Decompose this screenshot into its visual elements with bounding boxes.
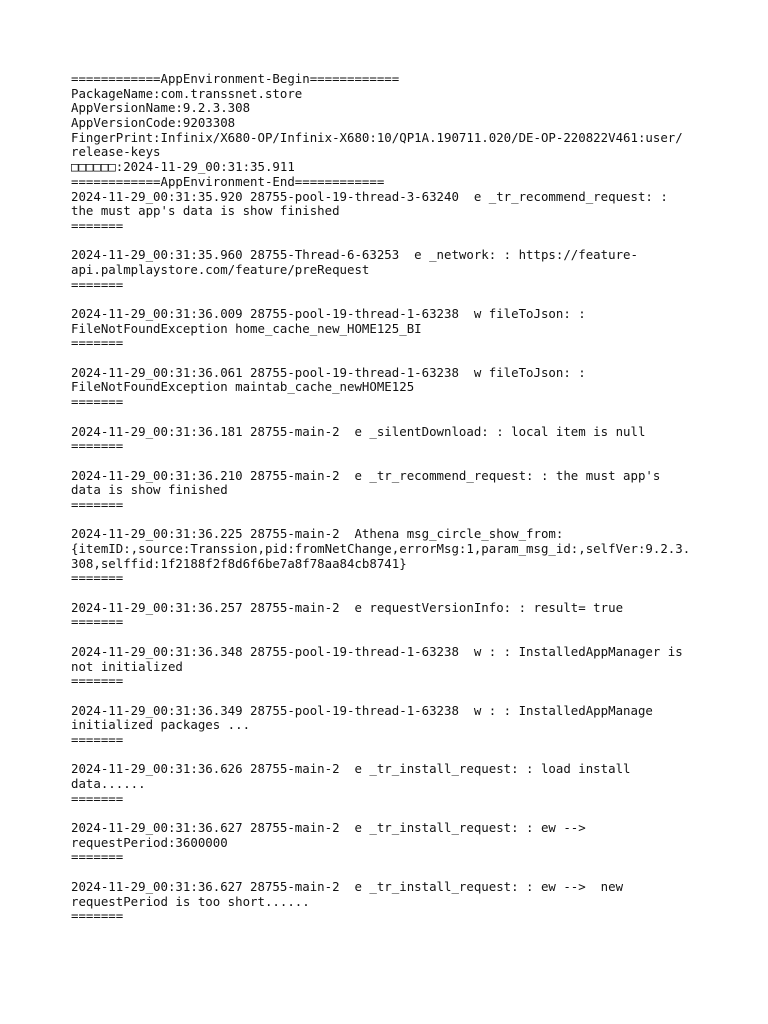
log-line: {itemID:,source:Transsion,pid:fromNetChange,errorMsg:1,param_msg_id:,selfVer:9.2.3.: [71, 541, 691, 556]
blank-line: [71, 630, 711, 645]
log-line: 308,selffid:1f2188f2f8d6f6be7a8f78aa84cb8741}: [71, 555, 407, 571]
log-line: data......: [71, 776, 146, 791]
entry-separator: =======: [71, 335, 124, 351]
log-line: 2024-11-29_00:31:35.960 28755-Thread-6-63253 e _network: : https://feature-: [71, 247, 638, 263]
log-line: 2024-11-29_00:31:36.348 28755-pool-19-thread-1-63238 w : : InstalledAppManager is: [71, 643, 683, 659]
log-line: requestPeriod is too short......: [71, 893, 310, 909]
header-line: FingerPrint:Infinix/X680-OP/Infinix-X680:10/QP1A.190711.020/DE-OP-220822V461:user/: [71, 129, 683, 145]
entry-separator: =======: [71, 849, 124, 865]
log-line: 2024-11-29_00:31:36.257 28755-main-2 e requestVersionInfo: : result= true: [71, 599, 624, 615]
entry-separator: =======: [71, 673, 124, 689]
log-line: requestPeriod:3600000: [71, 834, 228, 850]
log-line: 2024-11-29_00:31:36.225 28755-main-2 Athena msg_circle_show_from:: [71, 526, 564, 542]
log-line: api.palmplaystore.com/feature/preRequest: [71, 261, 370, 277]
blank-line: [71, 865, 711, 880]
log-entry: [71, 601, 711, 630]
log-line: 2024-11-29_00:31:36.181 28755-main-2 e _silentDownload: : local item is null: [71, 423, 646, 439]
log-entry: [71, 704, 711, 748]
log-line: not initialized: [71, 658, 183, 674]
log-entries: [71, 190, 711, 924]
log-line: the must app's data is show finished: [71, 203, 340, 219]
header-line: ============AppEnvironment-End============: [71, 173, 385, 189]
entry-separator: =======: [71, 217, 124, 233]
log-document: [71, 72, 711, 924]
entry-separator: =======: [71, 570, 124, 586]
log-entry: [71, 307, 711, 351]
entry-separator: =======: [71, 731, 124, 747]
header-line: AppVersionCode:9203308: [71, 115, 236, 131]
log-entry: [71, 425, 711, 454]
log-line: 2024-11-29_00:31:36.009 28755-pool-19-thread-1-63238 w fileToJson: :: [71, 306, 586, 321]
log-line: FileNotFoundException maintab_cache_newHOME125: [71, 379, 415, 395]
blank-line: [71, 513, 711, 528]
log-line: data is show finished: [71, 482, 228, 498]
entry-separator: =======: [71, 496, 124, 512]
log-line: 2024-11-29_00:31:35.920 28755-pool-19-thread-3-63240 e _tr_recommend_request: :: [71, 188, 668, 204]
log-entry: [71, 762, 711, 806]
entry-separator: =======: [71, 790, 124, 806]
header-line: □□□□□□:2024-11-29_00:31:35.911: [71, 159, 295, 175]
blank-line: [71, 806, 711, 821]
blank-line: [71, 351, 711, 366]
log-line: 2024-11-29_00:31:36.349 28755-pool-19-thread-1-63238 w : : InstalledAppManage: [71, 702, 653, 718]
log-line: 2024-11-29_00:31:36.627 28755-main-2 e _tr_install_request: : ew -->: [71, 820, 586, 836]
header-line: ============AppEnvironment-Begin============: [71, 71, 400, 86]
header-line: AppVersionName:9.2.3.308: [71, 100, 251, 116]
blank-line: [71, 292, 711, 307]
blank-line: [71, 748, 711, 763]
log-entry: [71, 469, 711, 513]
log-entry: [71, 527, 711, 586]
entry-separator: =======: [71, 438, 124, 454]
log-line: 2024-11-29_00:31:36.210 28755-main-2 e _tr_recommend_request: : the must app's: [71, 467, 661, 483]
log-entry: [71, 366, 711, 410]
header-line: release-keys: [71, 144, 161, 160]
entry-separator: =======: [71, 614, 124, 630]
app-environment-header: [71, 72, 711, 190]
log-line: FileNotFoundException home_cache_new_HOME125_BI: [71, 320, 422, 336]
blank-line: [71, 454, 711, 469]
log-entry: [71, 821, 711, 865]
header-line: PackageName:com.transsnet.store: [71, 85, 303, 101]
blank-line: [71, 689, 711, 704]
log-line: 2024-11-29_00:31:36.061 28755-pool-19-thread-1-63238 w fileToJson: :: [71, 364, 586, 380]
log-entry: [71, 190, 711, 234]
log-line: 2024-11-29_00:31:36.627 28755-main-2 e _tr_install_request: : ew --> new: [71, 878, 624, 894]
log-entry: [71, 880, 711, 924]
entry-separator: =======: [71, 908, 124, 924]
log-entry: [71, 645, 711, 689]
log-line: 2024-11-29_00:31:36.626 28755-main-2 e _tr_install_request: : load install: [71, 761, 631, 777]
entry-separator: =======: [71, 276, 124, 292]
blank-line: [71, 586, 711, 601]
blank-line: [71, 410, 711, 425]
entry-separator: =======: [71, 394, 124, 410]
log-line: initialized packages ...: [71, 717, 251, 733]
blank-line: [71, 234, 711, 249]
log-entry: [71, 248, 711, 292]
